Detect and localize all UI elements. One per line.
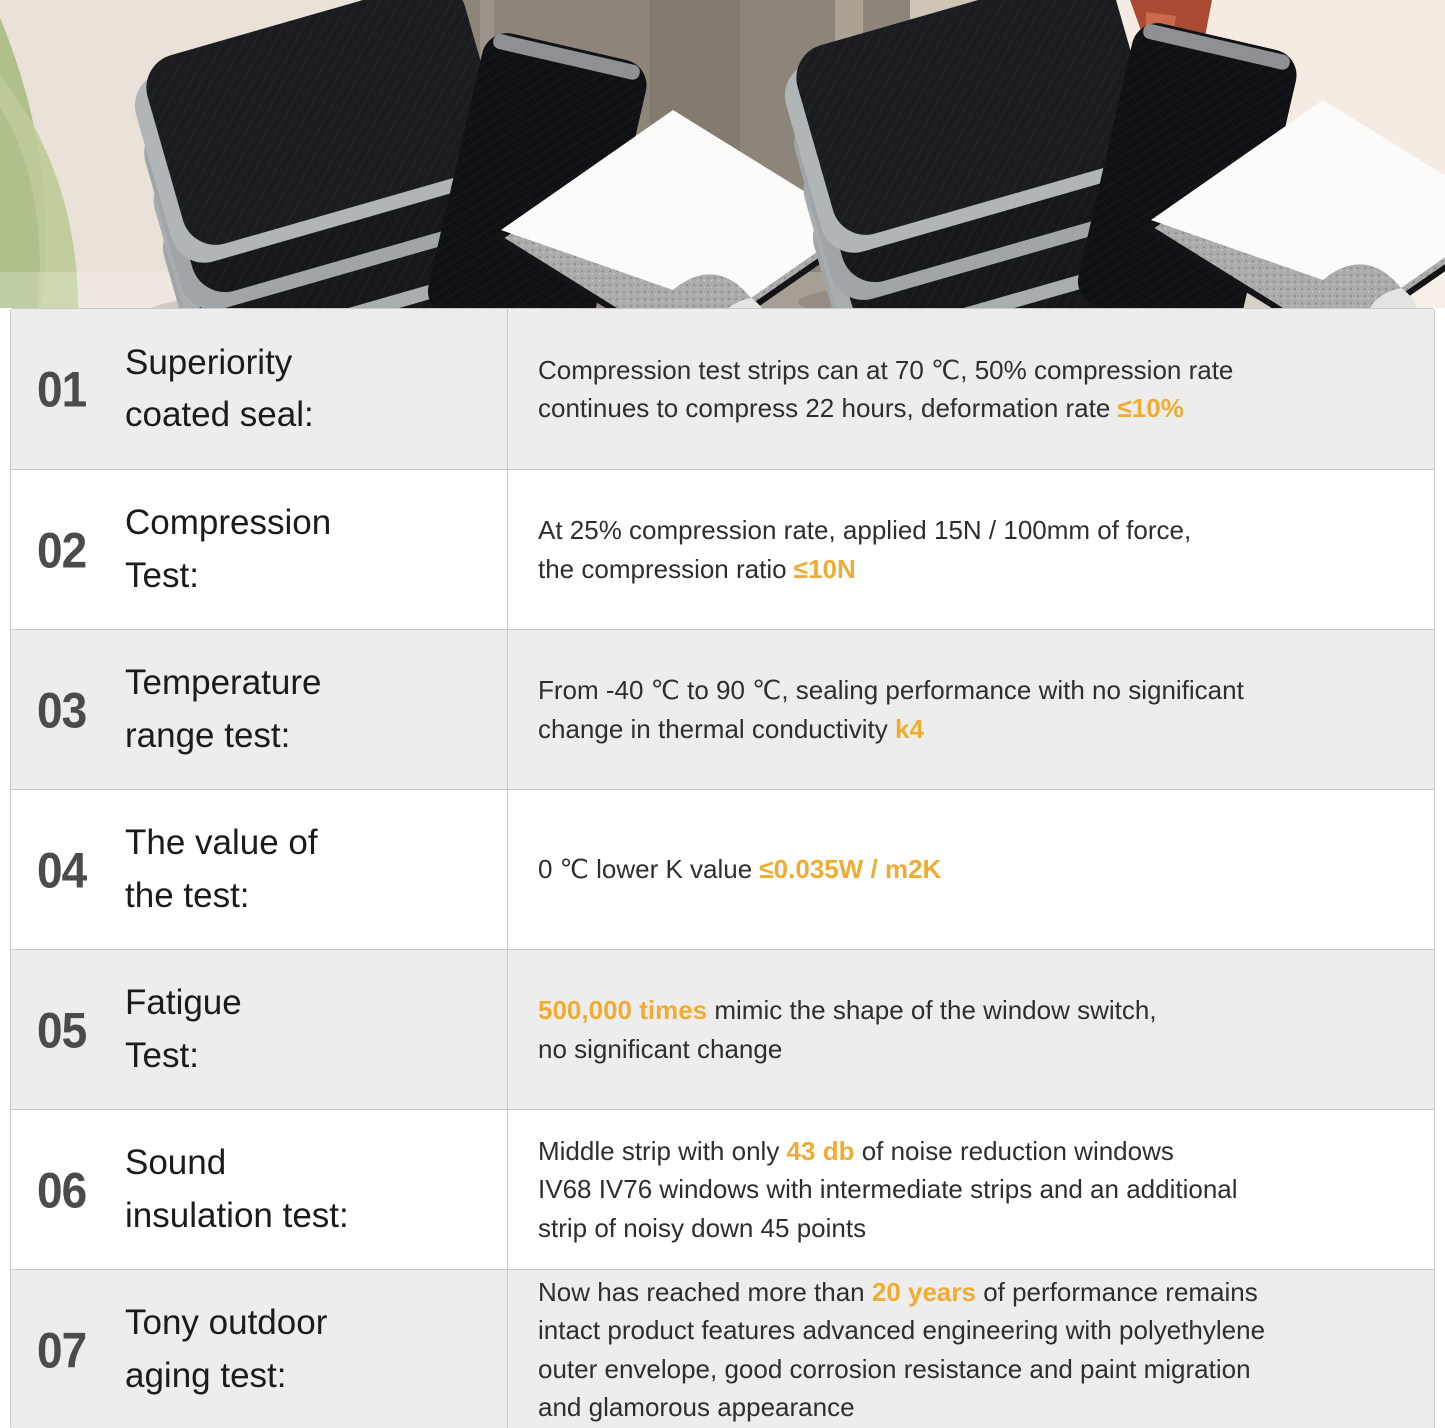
row-description-cell xyxy=(507,1110,1434,1269)
highlight-value: k4 xyxy=(894,713,924,744)
row-header-cell xyxy=(11,1270,507,1428)
description-line: Middle strip with only 43 db of noise reduction windows xyxy=(538,1135,1174,1166)
row-title: The value of the test: xyxy=(125,823,318,915)
table-row xyxy=(11,629,1434,789)
row-description-cell xyxy=(507,950,1434,1109)
description-line: change in thermal conductivity k4 xyxy=(538,713,924,744)
row-description-cell xyxy=(507,470,1434,629)
highlight-value: ≤0.035W / m2K xyxy=(759,854,942,885)
description-line: strip of noisy down 45 points xyxy=(538,1212,867,1243)
row-description xyxy=(538,1273,1410,1427)
highlight-value: 500,000 times xyxy=(538,995,708,1026)
table-row xyxy=(11,949,1434,1109)
description-line: outer envelope, good corrosion resistance and paint migration xyxy=(538,1353,1251,1384)
row-number: 05 xyxy=(37,1001,87,1058)
row-description xyxy=(538,850,1410,888)
product-photo-illustration xyxy=(0,0,1445,308)
description-line: continues to compress 22 hours, deformation rate ≤10% xyxy=(538,393,1184,423)
row-title: Tony outdoor aging test: xyxy=(125,1303,328,1395)
description-line: At 25% compression rate, applied 15N / 100mm of force, xyxy=(538,515,1192,546)
row-header-cell xyxy=(11,470,507,629)
row-description xyxy=(538,1132,1410,1247)
description-line: Compression test strips can at 70 ℃, 50% compression rate xyxy=(538,354,1234,385)
table-row xyxy=(11,309,1434,469)
highlight-value: ≤10N xyxy=(793,553,856,584)
row-description-cell xyxy=(507,1270,1434,1428)
table-row xyxy=(11,789,1434,949)
row-number: 02 xyxy=(37,521,87,578)
row-number: 07 xyxy=(37,1321,87,1378)
description-line: From -40 ℃ to 90 ℃, sealing performance with no significant xyxy=(538,675,1244,706)
row-title: Compression Test: xyxy=(125,503,332,595)
row-description xyxy=(538,671,1410,748)
row-header-cell xyxy=(11,1110,507,1269)
row-description xyxy=(538,991,1410,1068)
row-number: 03 xyxy=(37,681,87,738)
row-description xyxy=(538,511,1410,588)
description-line: and glamorous appearance xyxy=(538,1391,855,1422)
table-row xyxy=(11,1109,1434,1269)
row-title: Sound insulation test: xyxy=(125,1143,349,1235)
row-number: 04 xyxy=(37,841,87,898)
description-line: intact product features advanced engineering with polyethylene xyxy=(538,1315,1266,1346)
row-header-cell xyxy=(11,309,507,469)
row-header-cell xyxy=(11,630,507,789)
highlight-value: 20 years xyxy=(871,1276,976,1307)
row-number: 06 xyxy=(37,1161,87,1218)
row-title: Fatigue Test: xyxy=(125,983,242,1075)
row-header-cell xyxy=(11,950,507,1109)
description-line: Now has reached more than 20 years of performance remains xyxy=(538,1276,1258,1307)
row-description-cell xyxy=(507,790,1434,949)
row-description xyxy=(538,351,1410,428)
description-line: 0 ℃ lower K value ≤0.035W / m2K xyxy=(538,854,942,885)
description-line: the compression ratio ≤10N xyxy=(538,553,856,584)
table-row xyxy=(11,469,1434,629)
product-photo xyxy=(0,0,1445,308)
description-line: IV68 IV76 windows with intermediate strips and an additional xyxy=(538,1174,1238,1205)
row-title: Temperature range test: xyxy=(125,663,322,755)
row-number: 01 xyxy=(37,360,87,418)
row-description-cell xyxy=(507,630,1434,789)
test-table xyxy=(10,308,1435,1428)
highlight-value: ≤10% xyxy=(1117,393,1184,423)
row-title: Superiority coated seal: xyxy=(125,342,314,434)
row-description-cell xyxy=(507,309,1434,469)
row-header-cell xyxy=(11,790,507,949)
table-row xyxy=(11,1269,1434,1428)
description-line: no significant change xyxy=(538,1033,783,1064)
highlight-value: 43 db xyxy=(786,1135,855,1166)
description-line: 500,000 times mimic the shape of the window switch, xyxy=(538,995,1157,1026)
